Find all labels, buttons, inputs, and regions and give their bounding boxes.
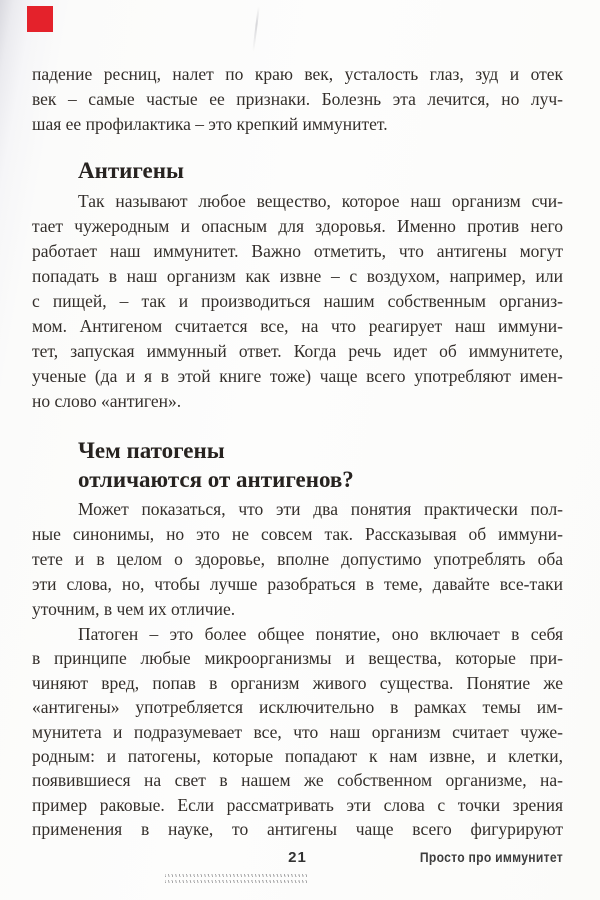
text-line: тете и в целом о здоровье, вполне допустимо употреблять оба — [32, 549, 563, 569]
text-line: пример раковые. Если рассматривать эти слова с точки зрения — [32, 794, 563, 815]
section-heading-antigens: Антигены — [78, 158, 184, 183]
heading-line-2: отличаются от антигенов? — [78, 467, 354, 492]
page-number: 21 — [288, 849, 307, 866]
text-line: падение ресниц, налет по краю век, усталость глаз, зуд и отек — [32, 64, 563, 84]
text-line: «антигены» употребляется исключительно в рамках темы им- — [32, 697, 563, 718]
paragraph-antigens — [32, 189, 563, 414]
text-line: родным: и патогены, которые попадают к нам извне, и клетки, — [32, 746, 563, 767]
text-line: эти слова, но, чтобы лучше разобраться в теме, давайте все-таки — [32, 574, 563, 594]
running-title: Просто про иммунитет — [419, 850, 563, 865]
text-line: Патоген – это более общее понятие, оно включает в себя — [78, 624, 563, 644]
hatch-row — [165, 874, 307, 877]
section-heading-pathogens-vs-antigens — [32, 436, 563, 494]
text-line: ученые (да и я в этой книге тоже) чаще всего употребляют имен- — [32, 366, 563, 386]
page-footer — [32, 849, 563, 869]
text-line: шая ее профилактика – это крепкий иммунитет. — [32, 114, 388, 134]
text-line: применения в науке, то антигены чаще всего фигурируют — [32, 819, 563, 840]
paragraph-pathogen-definition — [32, 622, 563, 842]
text-line: в принципе любые микроорганизмы и вещества, которые при- — [32, 648, 563, 669]
text-line: с пищей, – так и производиться нашим собственным организ- — [32, 291, 563, 311]
paragraph-continuation — [32, 62, 563, 137]
text-line: мом. Антигеном считается все, на что реагирует наш иммуни- — [32, 316, 563, 336]
text-line: Так называют любое вещество, которое наш организм счи- — [78, 191, 563, 211]
text-line: работает наш иммунитет. Важно отметить, что антигены могут — [32, 241, 563, 261]
text-line: тает чужеродным и опасным для здоровья. Именно против него — [32, 216, 563, 236]
text-line: тет, запуская иммунный ответ. Когда речь идет об иммунитете, — [32, 341, 563, 361]
hatch-row — [165, 880, 307, 883]
text-column — [32, 62, 563, 842]
page-edge-hatching — [165, 874, 307, 886]
text-line: появившиеся на свет в нашем же собственном организме, на- — [32, 770, 563, 791]
text-line: мунитета и подразумевает все, что наш организм считает чуже- — [32, 721, 563, 742]
page-crease-mark — [252, 6, 260, 52]
red-square-watermark — [27, 6, 53, 32]
text-line: попадать в наш организм как извне – с воздухом, например, или — [32, 266, 563, 286]
heading-line-1: Чем патогены — [78, 438, 225, 463]
text-line: но слово «антиген». — [32, 391, 182, 411]
text-line: чиняют вред, попав в организм живого существа. Понятие же — [32, 672, 563, 693]
text-line: Может показаться, что эти два понятия практически пол- — [78, 499, 563, 519]
text-line: уточним, в чем их отличие. — [32, 599, 236, 619]
paragraph-difference-intro — [32, 497, 563, 622]
text-line: век – самые частые ее признаки. Болезнь эта лечится, но луч- — [32, 89, 563, 109]
text-line: ные синонимы, но это не совсем так. Рассказывая об иммуни- — [32, 524, 563, 544]
